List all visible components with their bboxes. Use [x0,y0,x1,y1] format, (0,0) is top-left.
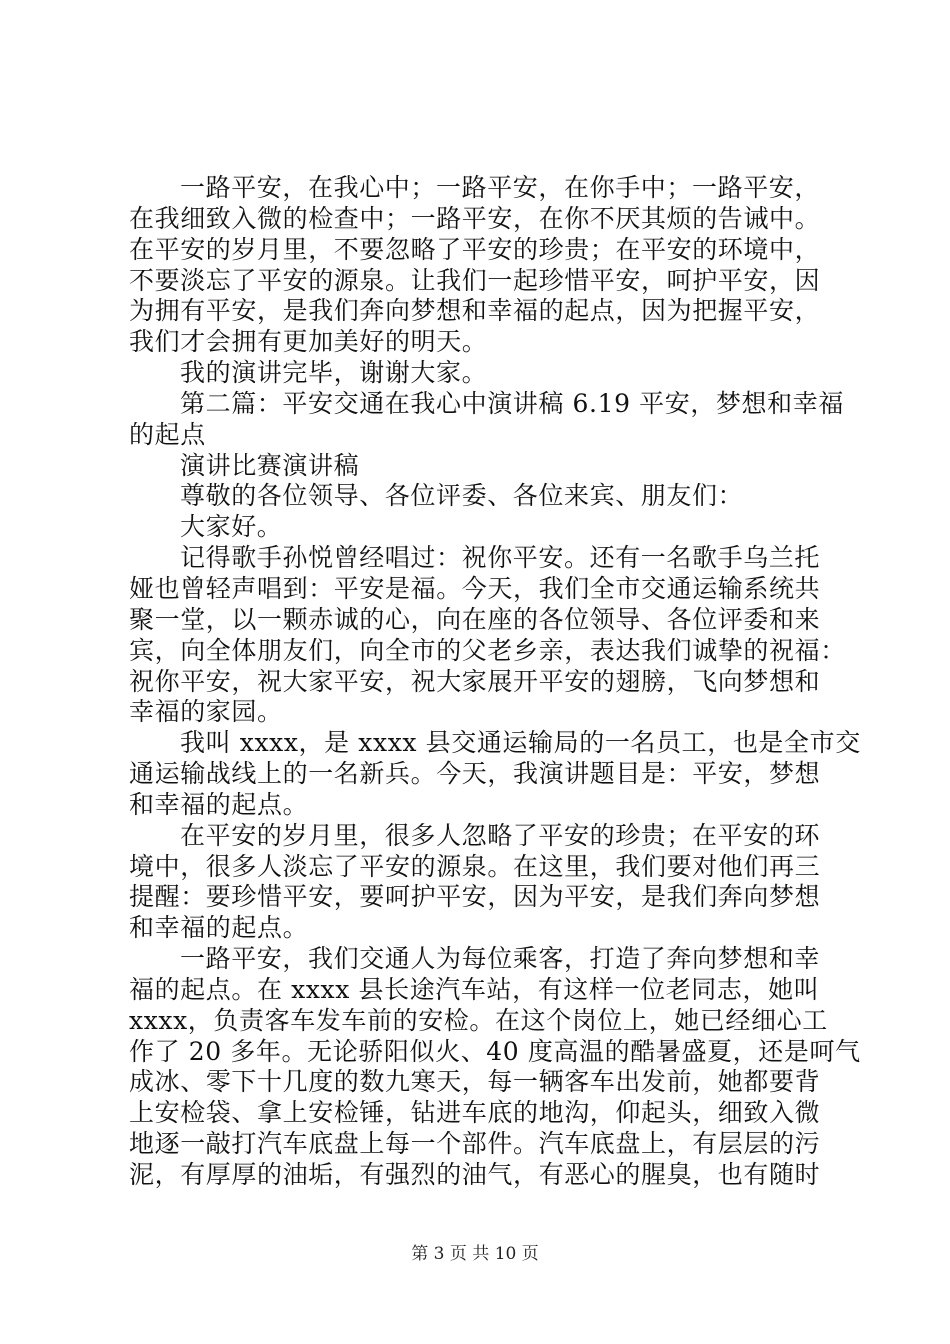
paragraph-1-line-3: 在平安的岁月里，不要忽略了平安的珍贵；在平安的环境中， [129,235,821,264]
paragraph-10-line-7: 地逐一敲打汽车底盘上每一个部件。汽车底盘上，有层层的污 [129,1129,821,1158]
paragraph-1-line-2: 在我细致入微的检查中；一路平安，在你不厌其烦的告诫中。 [129,204,821,233]
paragraph-10-line-5: 成冰、零下十几度的数九寒天，每一辆客车出发前，她都要背 [129,1067,821,1096]
paragraph-9-line-4: 和幸福的起点。 [129,913,309,942]
paragraph-10-line-8: 泥，有厚厚的油垢，有强烈的油气，有恶心的腥臭，也有随时 [129,1160,821,1189]
paragraph-10-line-4: 作了 20 多年。无论骄阳似火、40 度高温的酷暑盛夏，还是呵气 [129,1037,861,1066]
paragraph-10-line-3: xxxx，负责客车发车前的安检。在这个岗位上，她已经细心工 [129,1006,828,1035]
paragraph-7-line-5: 祝你平安，祝大家平安，祝大家展开平安的翅膀，飞向梦想和 [129,667,821,696]
closing-line: 我的演讲完毕，谢谢大家。 [180,358,488,387]
paragraph-9-line-1: 在平安的岁月里，很多人忽略了平安的珍贵；在平安的环 [180,821,821,850]
paragraph-1-line-1: 一路平安，在我心中；一路平安，在你手中；一路平安， [180,173,821,202]
salutation: 尊敬的各位领导、各位评委、各位来宾、朋友们： [180,481,744,510]
paragraph-8-line-3: 和幸福的起点。 [129,790,309,819]
paragraph-10-line-2: 福的起点。在 xxxx 县长途汽车站，有这样一位老同志，她叫 [129,975,820,1004]
paragraph-1-line-4: 不要淡忘了平安的源泉。让我们一起珍惜平安，呵护平安，因 [129,266,821,295]
paragraph-7-line-1: 记得歌手孙悦曾经唱过：祝你平安。还有一名歌手乌兰托 [180,543,821,572]
paragraph-7-line-3: 聚一堂，以一颗赤诚的心，向在座的各位领导、各位评委和来 [129,605,821,634]
paragraph-10-line-1: 一路平安，我们交通人为每位乘客，打造了奔向梦想和幸 [180,944,821,973]
paragraph-7-line-4: 宾，向全体朋友们，向全市的父老乡亲，表达我们诚挚的祝福： [129,636,846,665]
paragraph-8-line-1: 我叫 xxxx，是 xxxx 县交通运输局的一名员工，也是全市交 [180,728,861,757]
paragraph-1-line-6: 我们才会拥有更加美好的明天。 [129,327,488,356]
paragraph-8-line-2: 通运输战线上的一名新兵。今天，我演讲题目是：平安，梦想 [129,759,821,788]
paragraph-10-line-6: 上安检袋、拿上安检锤，钻进车底的地沟，仰起头，细致入微 [129,1098,821,1127]
page-number-footer: 第 3 页 共 10 页 [411,1244,539,1264]
paragraph-7-line-6: 幸福的家园。 [129,697,283,726]
section-heading-line-1: 第二篇：平安交通在我心中演讲稿 6.19 平安，梦想和幸福 [180,389,844,418]
paragraph-7-line-2: 娅也曾轻声唱到：平安是福。今天，我们全市交通运输系统共 [129,574,821,603]
paragraph-9-line-3: 提醒：要珍惜平安，要呵护平安，因为平安，是我们奔向梦想 [129,882,821,911]
section-heading-line-2: 的起点 [129,420,206,449]
speech-subtitle: 演讲比赛演讲稿 [180,451,360,480]
paragraph-9-line-2: 境中，很多人淡忘了平安的源泉。在这里，我们要对他们再三 [129,852,821,881]
paragraph-1-line-5: 为拥有平安，是我们奔向梦想和幸福的起点，因为把握平安， [129,296,821,325]
greeting: 大家好。 [180,512,283,541]
